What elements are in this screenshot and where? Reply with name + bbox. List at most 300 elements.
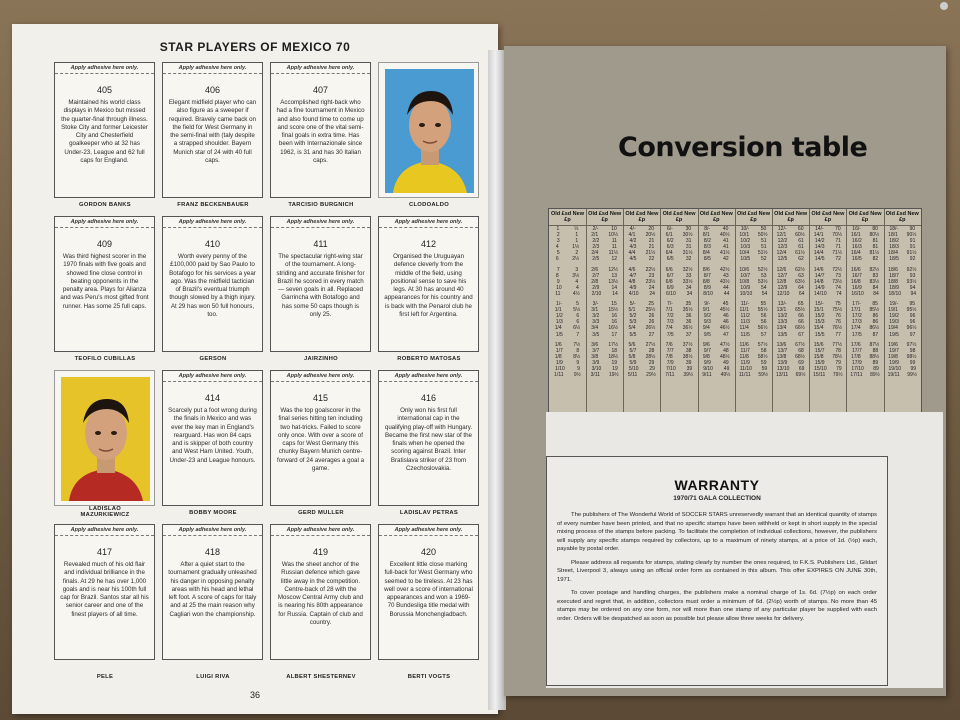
new-value: 66 <box>798 313 804 320</box>
conversion-column <box>623 209 661 419</box>
old-value: 6/4 <box>665 250 673 257</box>
new-value: 28½ <box>645 353 656 360</box>
old-value: 5/- <box>629 301 636 308</box>
old-value: 8/4 <box>702 250 710 257</box>
new-value: 59 <box>761 365 768 372</box>
new-value: 99 <box>910 365 917 372</box>
sticker-slot <box>162 524 263 660</box>
new-value: 47 <box>723 331 729 338</box>
old-value: 11/4 <box>739 325 749 332</box>
player-bio: Excellent little close marking full-back for West Germany who seemed to be tireless. At 23 has well over a score of international appearances and won a 1969-70 Bundesliga title medal with Borussia Monchengladbach. <box>384 561 473 618</box>
new-value: 58½ <box>757 353 768 360</box>
old-value: 12/7 <box>777 272 788 279</box>
new-value: 57½ <box>757 341 768 348</box>
sticker-number: 409 <box>96 239 113 249</box>
old-value: 1/- <box>556 301 562 308</box>
old-value: 4/10 <box>628 290 639 297</box>
new-value: 24 <box>649 290 655 297</box>
new-value: 9 <box>577 365 580 372</box>
old-value: 17/6 <box>850 341 861 348</box>
adhesive-note: Apply adhesive here only. <box>163 527 262 536</box>
new-value: 14 <box>611 284 618 291</box>
new-value: 66½ <box>795 325 805 332</box>
new-value: 5½ <box>573 307 581 314</box>
new-value: 24 <box>648 284 655 291</box>
new-value: 32 <box>685 256 692 263</box>
new-value: 82 <box>872 256 879 263</box>
new-value: 52½ <box>757 266 768 273</box>
new-value: 79 <box>836 365 842 372</box>
new-value: 89½ <box>870 372 880 379</box>
new-value: 67 <box>798 331 804 338</box>
old-value: 12/10 <box>776 290 790 297</box>
old-value: 17/4 <box>850 325 861 332</box>
new-value: 1½ <box>572 244 580 251</box>
old-value: 3/7 <box>592 347 600 354</box>
old-value: 3/3 <box>592 319 600 326</box>
new-value: 76 <box>835 313 841 320</box>
new-value: 12 <box>611 256 618 263</box>
old-value: 16/1 <box>850 232 861 239</box>
sticker-number: 407 <box>312 85 329 95</box>
new-value: 94 <box>909 284 916 291</box>
adhesive-note: Apply adhesive here only. <box>55 527 154 536</box>
player-photo-sticker <box>378 62 479 198</box>
new-value: 22 <box>648 256 655 263</box>
old-value: 13/9 <box>777 359 788 366</box>
conversion-table <box>548 208 922 420</box>
new-value: 20 <box>648 226 654 232</box>
sticker-slot <box>54 524 155 660</box>
new-value: 31 <box>685 244 692 251</box>
conversion-row <box>661 372 698 378</box>
new-value: 25 <box>648 301 654 308</box>
old-value: 9/4 <box>702 325 710 332</box>
adhesive-note: Apply adhesive here only. <box>163 219 262 228</box>
new-value: 14 <box>612 290 618 297</box>
old-value: 2 <box>556 232 560 239</box>
conversion-row <box>809 372 846 378</box>
new-value: 70½ <box>832 232 842 239</box>
old-value: 14/- <box>815 226 824 232</box>
warranty-box <box>546 456 888 686</box>
new-value: 38 <box>685 347 692 354</box>
new-value: 81½ <box>869 250 880 257</box>
new-value: 51 <box>761 244 767 251</box>
old-value: 8/1 <box>702 232 710 239</box>
sticker-slot <box>54 62 155 198</box>
old-value: 6/- <box>666 226 673 232</box>
old-value: 13/4 <box>776 325 787 332</box>
conversion-header: Old £sd New £p <box>772 209 809 226</box>
new-value: 82½ <box>869 266 880 273</box>
new-value: 36 <box>685 313 692 320</box>
new-value: 29½ <box>646 372 656 379</box>
old-value: 2/10 <box>591 290 602 297</box>
new-value: 53½ <box>757 278 768 285</box>
new-value: 43 <box>723 272 729 279</box>
old-value: 5/8 <box>628 353 636 360</box>
new-value: 71½ <box>832 250 842 257</box>
new-value: 34 <box>685 284 692 291</box>
old-value: 14/8 <box>813 278 824 285</box>
old-value: 12/5 <box>777 256 788 263</box>
new-value: 68 <box>798 347 804 354</box>
new-value: 60 <box>797 226 804 232</box>
player-name: LUIGI RIVA <box>196 674 230 680</box>
new-value: 5 <box>576 301 579 308</box>
old-value: 13/11 <box>775 372 789 379</box>
old-value: 12/3 <box>777 244 788 251</box>
new-value: 7 <box>576 331 580 338</box>
old-value: 1/6 <box>554 341 562 348</box>
new-value: 48 <box>723 347 729 354</box>
page-title: STAR PLAYERS OF MEXICO 70 <box>159 40 351 54</box>
new-value: 22½ <box>645 266 656 273</box>
sticker-slot <box>54 216 155 352</box>
old-value: 8/9 <box>703 284 711 291</box>
old-value: 14/3 <box>814 244 825 251</box>
new-value: 29 <box>648 359 655 366</box>
old-value: 17/2 <box>852 313 862 320</box>
new-value: 80½ <box>869 232 880 239</box>
player-bio: Elegant midfield player who can also figure as a sweeper if required. Bravely came back on the field for West Germany in the semi-final with (taly despite a strapped shoulder. Bayern Munich star of 24 with 40 full caps. <box>168 99 257 165</box>
old-value: 2/7 <box>592 272 600 279</box>
old-value: 8/6 <box>702 266 710 273</box>
new-value: 23 <box>648 272 655 279</box>
old-value: 16/9 <box>852 284 862 291</box>
new-value: 60½ <box>795 232 805 239</box>
new-value: 97 <box>909 331 916 338</box>
old-value: 6/2 <box>666 238 674 245</box>
player-name: GORDON BANKS <box>79 202 131 208</box>
new-value: 34 <box>686 290 693 297</box>
conversion-header: Old £sd New £p <box>661 209 698 226</box>
new-value: 96 <box>909 313 916 320</box>
warranty-paragraph: The publishers of The Wonderful World of SOCCER STARS unreservedly warrant that an identical quantity of stamps of every number have been printed, and that no specific stamps have been withheld or kept in short supply in the special mixing process of the stamps before packing. To facilitate the completion of individual collections, however, the publishers will supply any specific stamps required by collectors, up to a maximum of ninety stamps, at a price of 1d. (½p) each, payable by postal order. <box>557 512 877 552</box>
old-value: 10/- <box>740 226 750 232</box>
new-value: 93 <box>909 272 916 279</box>
conversion-title: Conversion table <box>618 132 868 163</box>
player-bio: Maintained his world class displays in Mexico but missed the quarter-final through illness. Stoke City and former Leicester City and Chesterfield goalkeeper who at 32 has Under-23, League and 62 full caps for England. <box>61 99 148 165</box>
sticker-number: 412 <box>420 239 437 249</box>
old-value: 12/- <box>777 226 787 232</box>
old-value: 8/- <box>704 226 711 232</box>
old-value: 7/3 <box>666 319 674 326</box>
old-value: 13/10 <box>776 365 790 372</box>
new-value: 89 <box>872 359 879 366</box>
old-value: 12/2 <box>777 238 788 245</box>
new-value: 52 <box>761 256 767 263</box>
old-value: 9/7 <box>703 347 711 354</box>
new-value: 18 <box>611 347 618 354</box>
old-value: 19/6 <box>888 341 898 348</box>
new-value: 41½ <box>719 250 730 257</box>
new-value: 51½ <box>757 250 768 257</box>
old-value: 19/1 <box>888 307 898 314</box>
new-value: 17½ <box>608 341 619 348</box>
old-value: 8/10 <box>703 290 713 297</box>
new-value: 81 <box>872 238 879 245</box>
new-value: 69 <box>798 365 805 372</box>
new-value: 13½ <box>608 278 619 285</box>
old-value: 5/3 <box>629 319 637 326</box>
new-value: 69½ <box>795 372 806 379</box>
new-value: 4½ <box>572 290 580 297</box>
new-value: 39 <box>686 365 693 372</box>
new-value: 27 <box>648 331 655 338</box>
new-value: 90½ <box>906 232 917 239</box>
old-value: 2/8 <box>591 278 599 285</box>
sticker-slot <box>378 216 479 352</box>
new-value: 79½ <box>832 372 843 379</box>
new-value: 71 <box>835 238 841 245</box>
old-value: 7/7 <box>666 347 674 354</box>
sticker-slot <box>162 62 263 198</box>
new-value: 91 <box>909 238 916 245</box>
new-value: 30½ <box>682 232 693 239</box>
new-value: 70 <box>835 226 841 232</box>
new-value: 1 <box>575 232 579 239</box>
old-value: 9/11 <box>702 372 712 379</box>
new-value: 30 <box>685 226 692 232</box>
old-value: 6/6 <box>665 266 673 273</box>
old-value: 3/10 <box>591 365 602 372</box>
old-value: 14/4 <box>813 250 824 257</box>
new-value: 43½ <box>719 278 730 285</box>
new-value: 56 <box>760 313 767 320</box>
new-value: 54 <box>761 290 768 297</box>
old-value: 18/8 <box>888 278 898 285</box>
conversion-header: Old £sd New £p <box>623 209 660 226</box>
old-value: 6/9 <box>666 284 674 291</box>
new-value: 8½ <box>573 353 581 360</box>
new-value: 36 <box>685 319 692 326</box>
new-value: 12½ <box>608 266 619 273</box>
conversion-column <box>661 209 699 419</box>
player-name: FRANZ BECKENBAUER <box>177 202 249 208</box>
new-value: 91½ <box>906 250 917 257</box>
adhesive-note: Apply adhesive here only. <box>271 373 370 382</box>
old-value: 10/8 <box>739 278 750 285</box>
old-value: 4/7 <box>629 272 637 279</box>
new-value: 55½ <box>757 307 768 314</box>
new-value: 3 <box>575 266 579 273</box>
old-value: 8/2 <box>703 238 711 245</box>
old-value: 5/4 <box>628 325 636 332</box>
player-name: BOBBY MOORE <box>189 510 237 516</box>
player-name: ROBERTO MATOSAS <box>397 356 461 362</box>
new-value: 79 <box>835 359 841 366</box>
new-value: 11 <box>611 238 617 245</box>
player-bio: Worth every penny of the £100,000 paid by Sao Paulo to Botafogo for his services a year ago. Was the midfield tactician of Brazil's eventual triumph though slowed by a thigh injury. At 29 has won 50 full honours, too. <box>169 253 256 319</box>
old-value: 18/1 <box>888 232 898 239</box>
conversion-column <box>847 209 885 419</box>
new-value: 29 <box>649 365 655 372</box>
old-value: 6/5 <box>666 256 674 263</box>
old-value: 13/3 <box>777 319 788 326</box>
old-value: 19/10 <box>888 365 902 372</box>
old-value: 5/11 <box>627 372 638 379</box>
old-value: 1/8 <box>554 353 562 360</box>
new-value: 49 <box>723 359 729 366</box>
old-value: 9/5 <box>703 331 711 338</box>
conversion-header: Old £sd New £p <box>735 209 772 226</box>
new-value: 6 <box>576 319 580 326</box>
album-right-page <box>504 46 946 696</box>
old-value: 5/5 <box>629 331 637 338</box>
player-name: TEOFILO CUBILLAS <box>74 356 136 362</box>
new-value: 31½ <box>682 250 693 257</box>
old-value: 11/6 <box>739 341 749 348</box>
old-value: 14/7 <box>814 272 825 279</box>
player-bio: The spectacular right-wing star of the tournament. A long-striding and accurate finisher for Brazil he scored in every match — seven goals in all. Replaced Garrincha with Botafogo and has some 50 caps though is only 25. <box>276 253 365 319</box>
old-value: 15/5 <box>814 331 825 338</box>
new-value: 99½ <box>907 372 917 379</box>
old-value: 14/5 <box>814 256 825 263</box>
new-value: 27½ <box>645 341 656 348</box>
warranty-body <box>557 511 877 628</box>
conversion-row <box>549 372 586 378</box>
old-value: 8 <box>555 272 559 279</box>
old-value: 4/2 <box>629 238 637 245</box>
new-value: 95 <box>909 301 916 308</box>
sticker-number: 411 <box>313 239 328 249</box>
old-value: 4/- <box>629 226 636 232</box>
old-value: 19/8 <box>888 353 898 360</box>
old-value: 18/5 <box>889 256 899 263</box>
new-value: 44 <box>723 290 730 297</box>
old-value: 18/2 <box>889 238 899 245</box>
new-value: 26 <box>648 319 655 326</box>
new-value: 49½ <box>720 372 731 379</box>
new-value: 4 <box>576 284 579 291</box>
adhesive-note: Apply adhesive here only. <box>163 65 262 74</box>
conversion-row <box>698 372 735 378</box>
old-value: 10/10 <box>739 290 753 297</box>
old-value: 7/5 <box>666 331 674 338</box>
player-name: TARCISIO BURGNICH <box>288 202 354 208</box>
new-value: ½ <box>574 226 579 232</box>
warranty-subtitle: 1970/71 GALA COLLECTION <box>673 495 761 502</box>
new-value: 98½ <box>906 353 917 360</box>
adhesive-note: Apply adhesive here only. <box>379 373 478 382</box>
old-value: 10/3 <box>740 244 751 251</box>
old-value: 17/11 <box>850 372 863 379</box>
pin <box>940 2 948 10</box>
warranty-title: WARRANTY <box>674 477 760 493</box>
old-value: 1/7 <box>555 347 563 354</box>
conversion-column <box>586 209 624 419</box>
new-value: 37½ <box>682 341 693 348</box>
new-value: 91 <box>909 244 916 251</box>
old-value: 18/4 <box>888 250 898 257</box>
new-value: 68½ <box>795 353 805 360</box>
warranty-paragraph: Please address all requests for stamps, stating clearly by number the ones required, to F.K.S. Publishers Ltd., Gildart Street, Liverpool 3, always using an official order form as contained in this album. This offer EXPIRES ON JUNE 30th, 1971. <box>557 559 877 583</box>
old-value: 13/- <box>777 301 787 308</box>
old-value: 16/- <box>852 226 861 232</box>
old-value: 2/6 <box>591 266 599 273</box>
new-value: 92½ <box>906 266 917 273</box>
old-value: 15/4 <box>813 325 824 332</box>
old-value: 11/11 <box>738 372 751 379</box>
new-value: 89 <box>873 365 879 372</box>
old-value: 10/7 <box>740 272 751 279</box>
sticker-slot <box>378 370 479 506</box>
sticker-slot <box>270 524 371 660</box>
new-value: 94 <box>910 290 917 297</box>
new-value: 48½ <box>719 353 730 360</box>
conversion-header: Old £sd New £p <box>884 209 921 226</box>
page-number: 36 <box>250 690 261 700</box>
old-value: 10/5 <box>740 256 751 263</box>
new-value: 87½ <box>869 341 880 348</box>
old-value: 16/7 <box>852 272 862 279</box>
old-value: 5/1 <box>628 307 636 314</box>
new-value: 96½ <box>906 325 917 332</box>
old-value: 6/8 <box>665 278 673 285</box>
new-value: 78½ <box>832 353 842 360</box>
old-value: 14/6 <box>813 266 824 273</box>
conversion-header: Old £sd New £p <box>549 209 586 226</box>
old-value: 4/1 <box>628 232 636 239</box>
new-value: 41 <box>723 238 729 245</box>
new-value: 19½ <box>608 372 619 379</box>
new-value: 80 <box>872 226 878 232</box>
new-value: 77½ <box>832 341 842 348</box>
new-value: 28 <box>648 347 655 354</box>
new-value: 7½ <box>573 341 581 348</box>
new-value: 56 <box>760 319 767 326</box>
old-value: 2/3 <box>592 244 600 251</box>
old-value: 1/5 <box>555 331 563 338</box>
new-value: 72½ <box>832 266 842 273</box>
player-bio: Scarcely put a foot wrong during the finals in Mexico and was ever the key man in England's rearguard. Has won 84 caps and is skipper of both country and West Ham United. Youth, Under-23 and League honours. <box>168 407 257 464</box>
new-value: 11 <box>611 244 617 251</box>
old-value: 3/- <box>592 301 599 308</box>
new-value: 23½ <box>645 278 656 285</box>
new-value: 2½ <box>572 256 580 263</box>
old-value: 17/- <box>852 301 861 308</box>
new-value: 38½ <box>682 353 693 360</box>
conversion-row <box>772 372 809 378</box>
sticker-number: 416 <box>420 393 437 403</box>
old-value: 18/10 <box>888 290 902 297</box>
player-name: BERTI VOGTS <box>407 674 451 680</box>
new-value: 10½ <box>608 232 619 239</box>
player-bio: Was third highest scorer in the 1970 finals with five goals and showed fine close control in beating opponents in the penalty area. Plays for Alianza and was Peru's most gifted front runner. Has some 25 full caps. <box>60 253 149 310</box>
old-value: 3/6 <box>591 341 599 348</box>
old-value: 12/8 <box>776 278 787 285</box>
sticker-number: 405 <box>96 85 113 95</box>
old-value: 15/8 <box>813 353 824 360</box>
new-value: 9 <box>576 359 580 366</box>
old-value: 6/1 <box>665 232 673 239</box>
conversion-row <box>586 372 623 378</box>
old-value: 10 <box>556 284 562 291</box>
old-value: 18/- <box>889 226 899 232</box>
old-value: 3/9 <box>592 359 600 366</box>
old-value: 17/10 <box>851 365 864 372</box>
sticker-number: 418 <box>204 547 221 557</box>
old-value: 5/6 <box>628 341 636 348</box>
old-value: 15/2 <box>814 313 825 320</box>
old-value: 18/9 <box>889 284 899 291</box>
new-value: 62½ <box>795 266 805 273</box>
new-value: 76½ <box>832 325 842 332</box>
old-value: 17/1 <box>850 307 861 314</box>
old-value: 6/10 <box>666 290 676 297</box>
